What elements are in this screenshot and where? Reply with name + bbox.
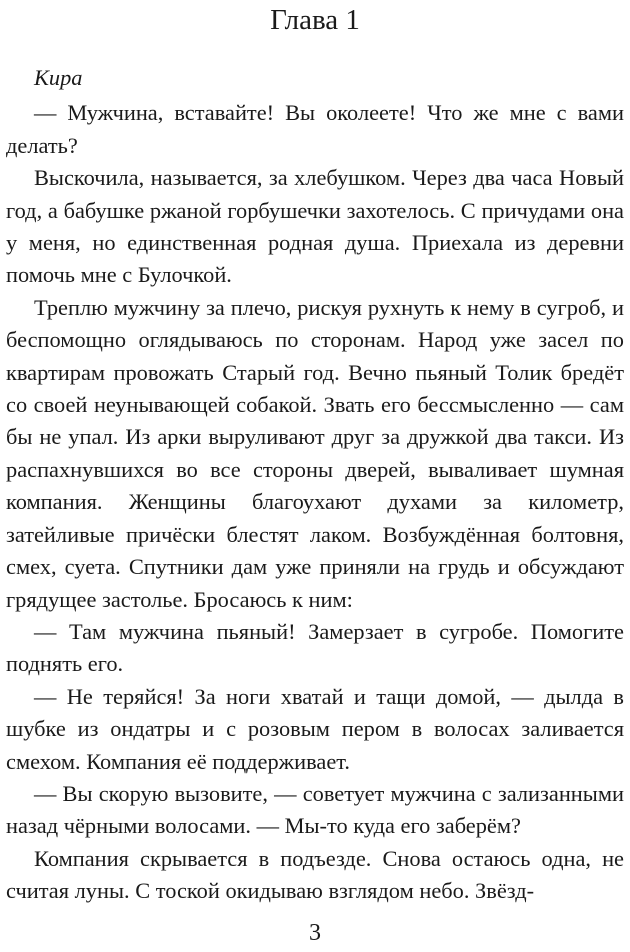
page-number: 3 [309, 920, 321, 946]
paragraph: Треплю мужчину за плечо, рискуя рухнуть к нему в сугроб, и беспомощно оглядываюсь по сторонам. Народ уже засел по квартирам провожать Старый год. Вечно пьяный Толик бредёт со своей неунывающей собакой. Звать его бессмысленно — сам бы не упал. Из арки выруливают друг за дружкой два такси. Из распахнувшихся во все стороны дверей, вываливает шумная компания. Женщины благоухают духами за километр, затейливые причёски блестят лаком. Возбуждённая болтовня, смех, суета. Спутники дам уже приняли на грудь и обсуждают грядущее застолье. Бросаюсь к ним: [6, 294, 624, 612]
paragraph: — Мужчина, вставайте! Вы околеете! Что же мне с вами делать? [6, 100, 624, 158]
chapter-text [6, 62, 624, 908]
chapter-title: Глава 1 [270, 4, 360, 36]
paragraph: — Не теряйся! За ноги хватай и тащи домой, — дылда в шубке из ондатры и с розовым пером в волосах заливается смехом. Компания её поддерживает. [6, 683, 624, 774]
paragraph: — Вы скорую вызовите, — советует мужчина с зализанными назад чёрными волосами. — Мы-то куда его заберём? [6, 780, 624, 839]
paragraph: Компания скрывается в подъезде. Снова остаюсь одна, не считая луны. С тоской окидываю взглядом небо. Звёзд- [6, 845, 624, 904]
paragraph: Выскочила, называется, за хлебушком. Через два часа Новый год, а бабушке ржаной горбушечки захотелось. С причудами она у меня, но единственная родная душа. Приехала из деревни помочь мне с Булочкой. [6, 165, 624, 288]
narrator-name: Кира [34, 65, 83, 90]
paragraph: — Там мужчина пьяный! Замерзает в сугробе. Помогите поднять его. [6, 618, 624, 677]
